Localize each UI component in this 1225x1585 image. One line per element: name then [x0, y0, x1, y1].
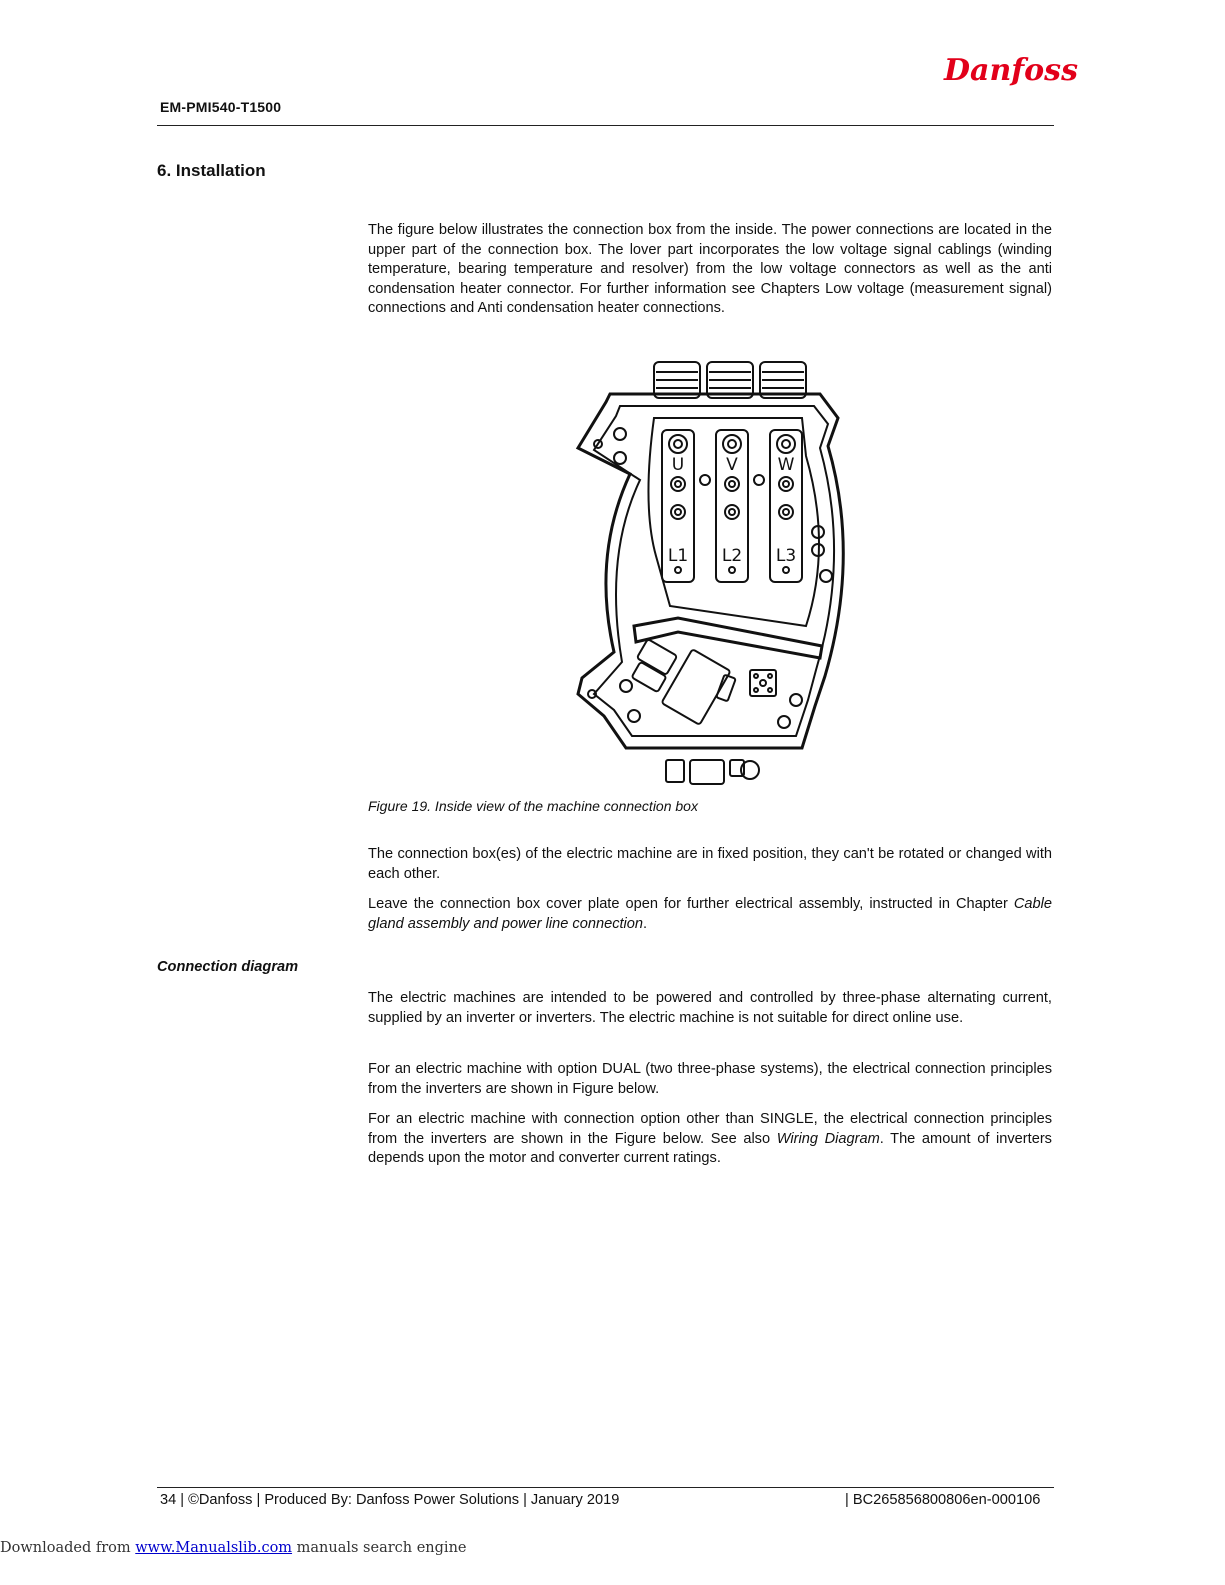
line-label-l3: L3	[775, 546, 797, 566]
connection-box-figure	[570, 356, 850, 796]
bottom-connectors	[630, 748, 800, 784]
header-rule	[157, 125, 1054, 126]
cover-end: .	[643, 915, 648, 932]
fixed-position-paragraph: The connection box(es) of the electric machine are in fixed position, they can't be rotated or changed with each other.	[368, 846, 1052, 882]
wiring-diagram-ref: Wiring Diagram	[776, 1130, 880, 1147]
phase-label-w: W	[777, 455, 795, 475]
download-bar	[0, 1540, 467, 1556]
single-option-paragraph	[368, 1110, 1052, 1169]
cover-plate-paragraph	[368, 895, 1052, 934]
footer-left: 34 | ©Danfoss | Produced By: Danfoss Power Solutions | January 2019	[160, 1492, 620, 1508]
line-label-l2: L2	[721, 546, 743, 566]
housing-inner	[594, 406, 834, 736]
machines-paragraph: The electric machines are intended to be powered and controlled by three-phase alternating current, supplied by an inverter or inverters. The electric machine is not suitable for direct online use.	[368, 990, 1052, 1026]
dual-option-paragraph: For an electric machine with option DUAL (two three-phase systems), the electrical connection principles from the inverters are shown in Figure below.	[368, 1061, 1052, 1097]
section-heading: 6. Installation	[157, 161, 266, 180]
phase-label-u: U	[671, 455, 685, 475]
download-suffix: manuals search engine	[292, 1540, 467, 1556]
figure-caption: Figure 19. Inside view of the machine connection box	[368, 798, 698, 814]
download-prefix: Downloaded from	[0, 1540, 136, 1556]
footer-rule	[157, 1487, 1054, 1488]
line-label-l1: L1	[667, 546, 689, 566]
phase-label-v: V	[726, 455, 738, 475]
housing-bolts	[588, 428, 832, 728]
manualslib-link[interactable]: www.Manualslib.com	[135, 1540, 293, 1556]
danfoss-logo	[940, 44, 1078, 90]
logo-text: Danfoss	[944, 53, 1078, 88]
document-id: EM-PMI540-T1500	[160, 99, 282, 115]
connection-diagram-heading: Connection diagram	[157, 959, 299, 975]
cover-text: Leave the connection box cover plate open for further electrical assembly, instructed in Chapter	[368, 896, 1014, 912]
signal-connectors	[632, 639, 776, 725]
cover-chapter-ref: Cable gland assembly and power line connection	[368, 896, 1052, 932]
single-end: . The amount of inverters depends upon the motor and converter current ratings.	[368, 1130, 1052, 1167]
footer-doc-number: | BC265856800806en-000106	[845, 1492, 1041, 1508]
single-text: For an electric machine with connection option other than SINGLE, the electrical connection principles from the inverters are shown in the Figure below. See also	[368, 1111, 1052, 1147]
intro-paragraph: The figure below illustrates the connection box from the inside. The power connections are located in the upper part of the connection box. The lover part incorporates the low voltage signal cablings (winding temperature, bearing temperature and resolver) from the low voltage connectors as well as the anti condensation heater connector. For further information see Chapters Low voltage (measurement signal) connections and Anti condensation heater connections.	[368, 222, 1052, 317]
